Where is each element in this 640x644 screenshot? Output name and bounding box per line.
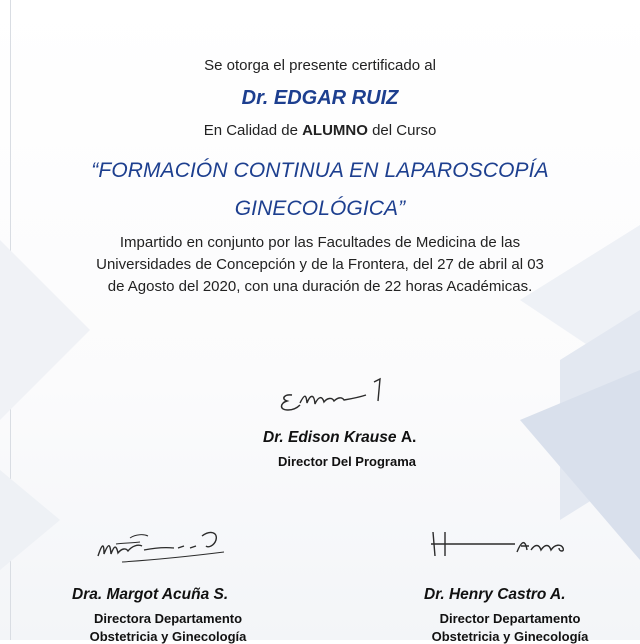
quality-role: ALUMNO — [302, 122, 368, 139]
right-signatory-name: Dr. Henry Castro A. — [424, 586, 566, 603]
description-line3: de Agosto del 2020, con una duración de 22 horas Académicas. — [107, 278, 533, 295]
director-name-suffix: A. — [400, 429, 417, 446]
director-role: Director Del Programa — [278, 454, 416, 469]
right-signatory-role-line1: Director Departamento — [439, 611, 581, 626]
course-title-line2: GINECOLÓGICA” — [234, 197, 406, 220]
description-line2: Universidades de Concepción y de la Frontera, del 27 de abril al 03 — [96, 256, 544, 273]
quality-prefix: En Calidad de — [203, 122, 298, 139]
right-signatory-role-line2: Obstetricia y Ginecología — [431, 629, 589, 644]
decor-shape-left-low — [0, 470, 60, 570]
left-signatory-signature-icon — [92, 522, 242, 567]
director-name-main: Dr. Edison Krause — [263, 429, 397, 446]
intro-text: Se otorga el presente certificado al — [204, 57, 436, 74]
right-signatory-signature-icon — [425, 522, 585, 567]
course-title-line1: “FORMACIÓN CONTINUA EN LAPAROSCOPÍA — [91, 159, 549, 182]
left-signatory-role-line1: Directora Departamento — [93, 611, 243, 626]
description-line1: Impartido en conjunto por las Facultades de Medicina de las — [119, 234, 521, 251]
director-name — [263, 429, 416, 447]
quality-line — [0, 122, 640, 139]
recipient-name: Dr. EDGAR RUIZ — [241, 87, 399, 109]
quality-suffix: del Curso — [372, 122, 437, 139]
director-signature-icon — [270, 373, 410, 418]
left-signatory-role-line2: Obstetricia y Ginecología — [89, 629, 247, 644]
left-signatory-name: Dra. Margot Acuña S. — [72, 586, 229, 603]
